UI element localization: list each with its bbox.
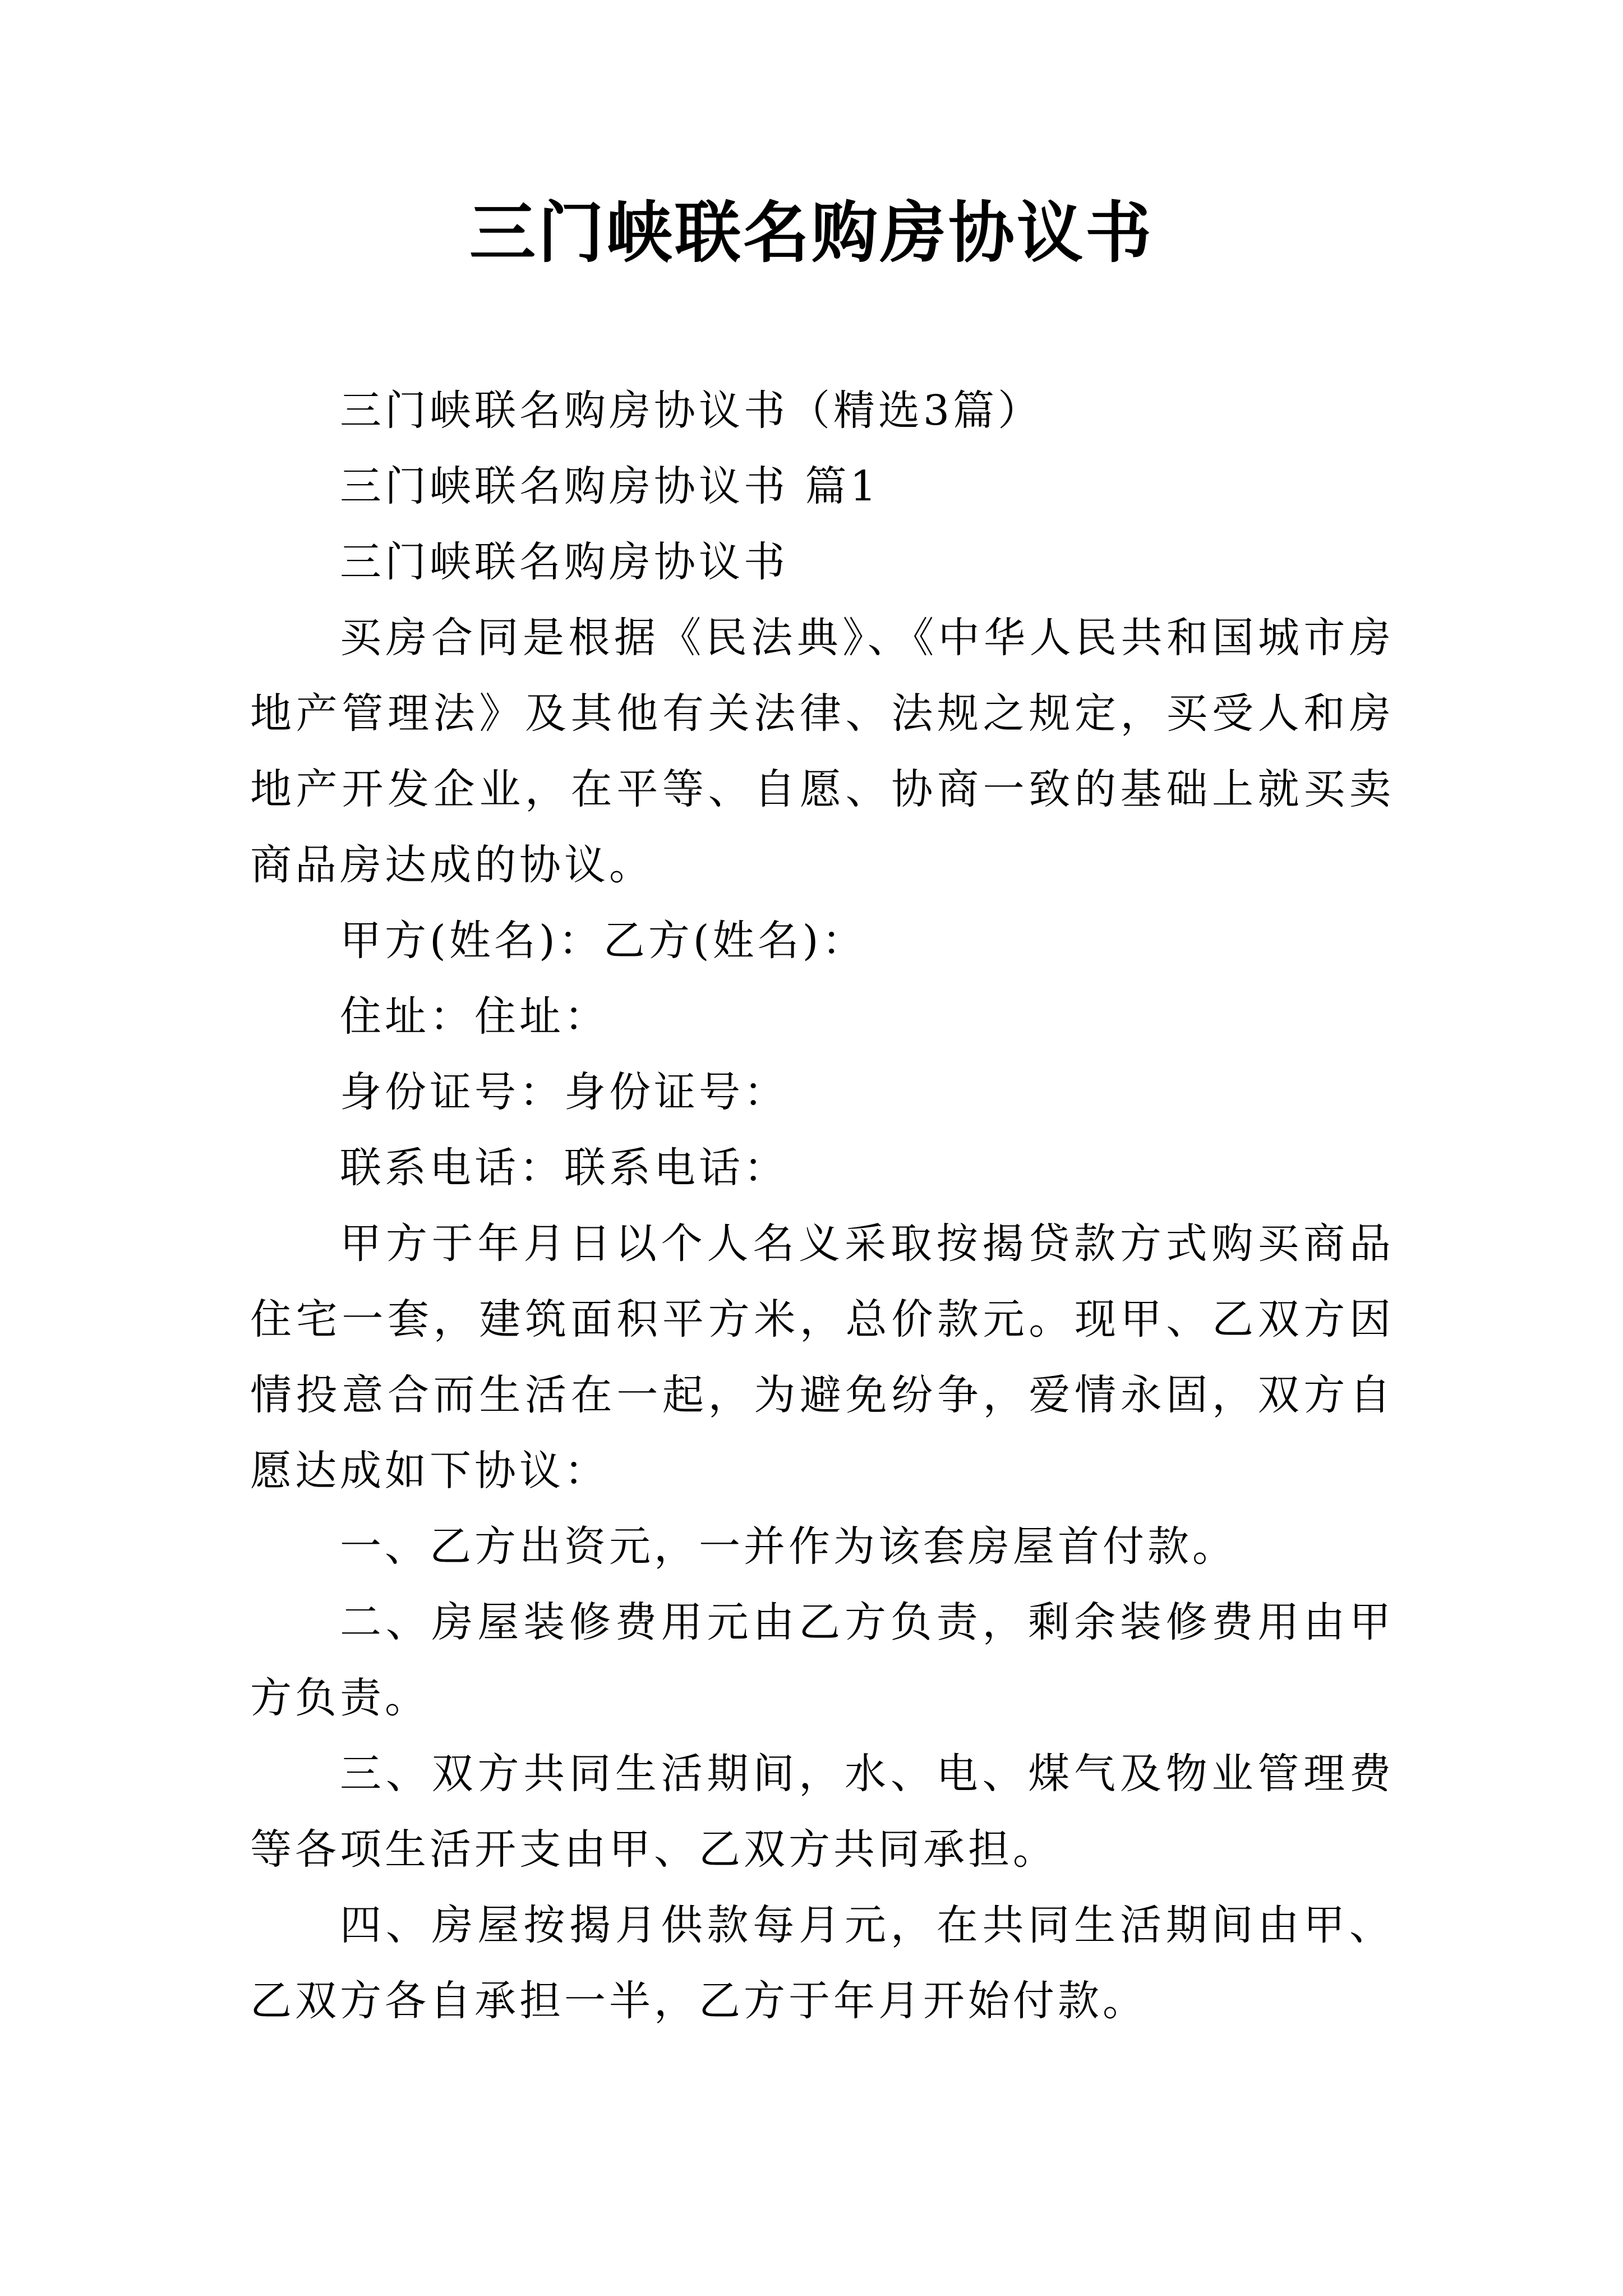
- paragraph-agreement-name: 三门峡联名购房协议书: [340, 538, 789, 586]
- paragraph-clause-4: 四、房屋按揭月供款每月元，在共同生活期间由甲、乙双方各自承担一半，乙方于年月开始付款。: [250, 1901, 1394, 2025]
- document-body: [250, 373, 1394, 2039]
- paragraph-party-phone: 联系电话：联系电话：: [340, 1144, 789, 1192]
- paragraph-party-id: 身份证号：身份证号：: [340, 1068, 789, 1116]
- paragraph-background: 甲方于年月日以个人名义采取按揭贷款方式购买商品住宅一套，建筑面积平方米，总价款元。现甲、乙双方因情投意合而生活在一起，为避免纷争，爱情永固，双方自愿达成如下协议：: [250, 1220, 1394, 1495]
- paragraph-section-heading: 三门峡联名购房协议书 篇1: [340, 462, 880, 510]
- paragraph-clause-2: 二、房屋装修费用元由乙方负责，剩余装修费用由甲方负责。: [250, 1598, 1394, 1722]
- document-title: 三门峡联名购房协议书: [469, 194, 1154, 272]
- paragraph-subtitle: 三门峡联名购房协议书（精选3篇）: [340, 386, 1043, 435]
- paragraph-party-address: 住址：住址：: [340, 992, 609, 1041]
- paragraph-intro: 买房合同是根据《民法典》、《中华人民共和国城市房地产管理法》及其他有关法律、法规之规定，买受人和房地产开发企业，在平等、自愿、协商一致的基础上就买卖商品房达成的协议。: [250, 614, 1394, 889]
- paragraph-party-names: 甲方(姓名)：乙方(姓名)：: [340, 917, 867, 965]
- paragraph-clause-3: 三、双方共同生活期间，水、电、煤气及物业管理费等各项生活开支由甲、乙双方共同承担。: [250, 1750, 1394, 1874]
- paragraph-clause-1: 一、乙方出资元，一并作为该套房屋首付款。: [340, 1522, 1237, 1571]
